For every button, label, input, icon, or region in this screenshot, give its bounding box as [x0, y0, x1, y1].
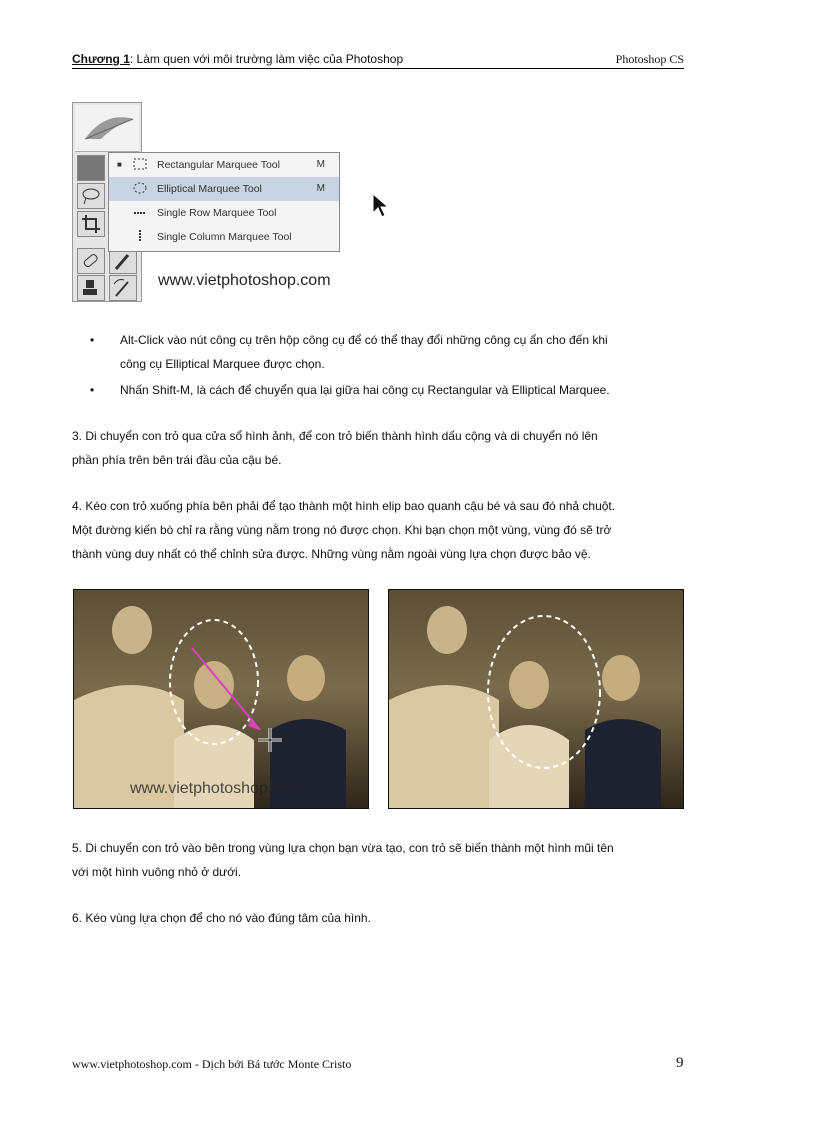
- photo-selection-complete: [388, 589, 684, 809]
- book-title: Photoshop CS: [615, 52, 684, 66]
- step-3-paragraph: [72, 424, 692, 472]
- page-header: [72, 52, 684, 69]
- shortcut-key: M: [316, 183, 325, 194]
- paragraph-line: 6. Kéo vùng lựa chọn để cho nó vào đúng tâm của hình.: [72, 911, 371, 925]
- menu-item-label: Single Row Marquee Tool: [157, 207, 277, 219]
- lasso-tool-icon[interactable]: [77, 183, 105, 209]
- menu-item-single-column-marquee[interactable]: [109, 225, 339, 249]
- bullet-line: công cụ Elliptical Marquee được chọn.: [120, 357, 325, 371]
- rectangular-marquee-icon: [133, 158, 147, 170]
- menu-item-label: Rectangular Marquee Tool: [157, 159, 280, 171]
- elliptical-marquee-icon: [133, 182, 147, 194]
- watermark-text: www.vietphotoshop.com: [158, 272, 331, 289]
- history-brush-icon[interactable]: [109, 275, 137, 301]
- bullet-dot: •: [90, 333, 95, 347]
- menu-item-single-row-marquee[interactable]: [109, 201, 339, 225]
- crop-tool-icon[interactable]: [77, 211, 105, 237]
- single-row-marquee-icon: [133, 206, 147, 218]
- photo-watermark: www.vietphotoshop.com: [130, 780, 303, 797]
- bullet-dot: •: [90, 383, 95, 397]
- paragraph-line: thành vùng duy nhất có thể chỉnh sửa được. Những vùng nằm ngoài vùng lựa chọn được bảo vệ.: [72, 547, 591, 561]
- step-4-paragraph: [72, 494, 692, 566]
- menu-item-rectangular-marquee[interactable]: [109, 153, 339, 177]
- stamp-tool-icon[interactable]: [77, 275, 105, 301]
- bullet-item: [92, 378, 682, 402]
- step-6-paragraph: [72, 906, 692, 930]
- marquee-tool-icon[interactable]: [77, 155, 105, 181]
- page-footer: www.vietphotoshop.com - Dịch bởi Bá tước Monte Cristo: [72, 1057, 352, 1071]
- chapter-title: : Làm quen với môi trường làm việc của Photoshop: [129, 52, 404, 66]
- bullet-line: Nhấn Shift-M, là cách để chuyển qua lại giữa hai công cụ Rectangular và Elliptical Marquee.: [120, 383, 610, 397]
- menu-item-elliptical-marquee[interactable]: [109, 177, 339, 201]
- tool-menu-figure: [72, 102, 342, 302]
- selected-bullet-icon: ■: [117, 160, 122, 169]
- paragraph-line: phần phía trên bên trái đầu của cậu bé.: [72, 453, 282, 467]
- menu-item-label: Single Column Marquee Tool: [157, 231, 292, 243]
- shortcut-key: M: [316, 159, 325, 170]
- mouse-cursor-icon: [371, 193, 391, 219]
- bullet-item: [92, 328, 682, 376]
- paragraph-line: 4. Kéo con trỏ xuống phía bên phải để tạo thành một hình elip bao quanh cậu bé và sau đó nhả chuột.: [72, 499, 616, 513]
- step-5-paragraph: [72, 836, 692, 884]
- feather-icon: [75, 105, 139, 152]
- marquee-flyout-menu: [108, 152, 340, 252]
- chapter-heading: [72, 52, 403, 66]
- photo-selection-drawing: [73, 589, 369, 809]
- single-column-marquee-icon: [133, 230, 147, 242]
- chapter-label: Chương 1: [72, 52, 130, 66]
- page-number: 9: [676, 1055, 684, 1071]
- menu-item-label: Elliptical Marquee Tool: [157, 183, 262, 195]
- paragraph-line: 5. Di chuyển con trỏ vào bên trong vùng lựa chọn bạn vừa tạo, con trỏ sẽ biến thành một hình mũi tên: [72, 841, 614, 855]
- paragraph-line: với một hình vuông nhỏ ở dưới.: [72, 865, 242, 879]
- paragraph-line: Một đường kiến bò chỉ ra rằng vùng nằm trong nó được chọn. Khi bạn chọn một vùng, vùng đó sẽ trở: [72, 523, 612, 537]
- bullet-line: Alt-Click vào nút công cụ trên hộp công cụ để có thể thay đổi những công cụ ẩn cho đến khi: [120, 333, 608, 347]
- healing-brush-icon[interactable]: [77, 248, 105, 274]
- paragraph-line: 3. Di chuyển con trỏ qua cửa sổ hình ảnh, để con trỏ biến thành hình dấu cộng và di chuyển nó lên: [72, 429, 598, 443]
